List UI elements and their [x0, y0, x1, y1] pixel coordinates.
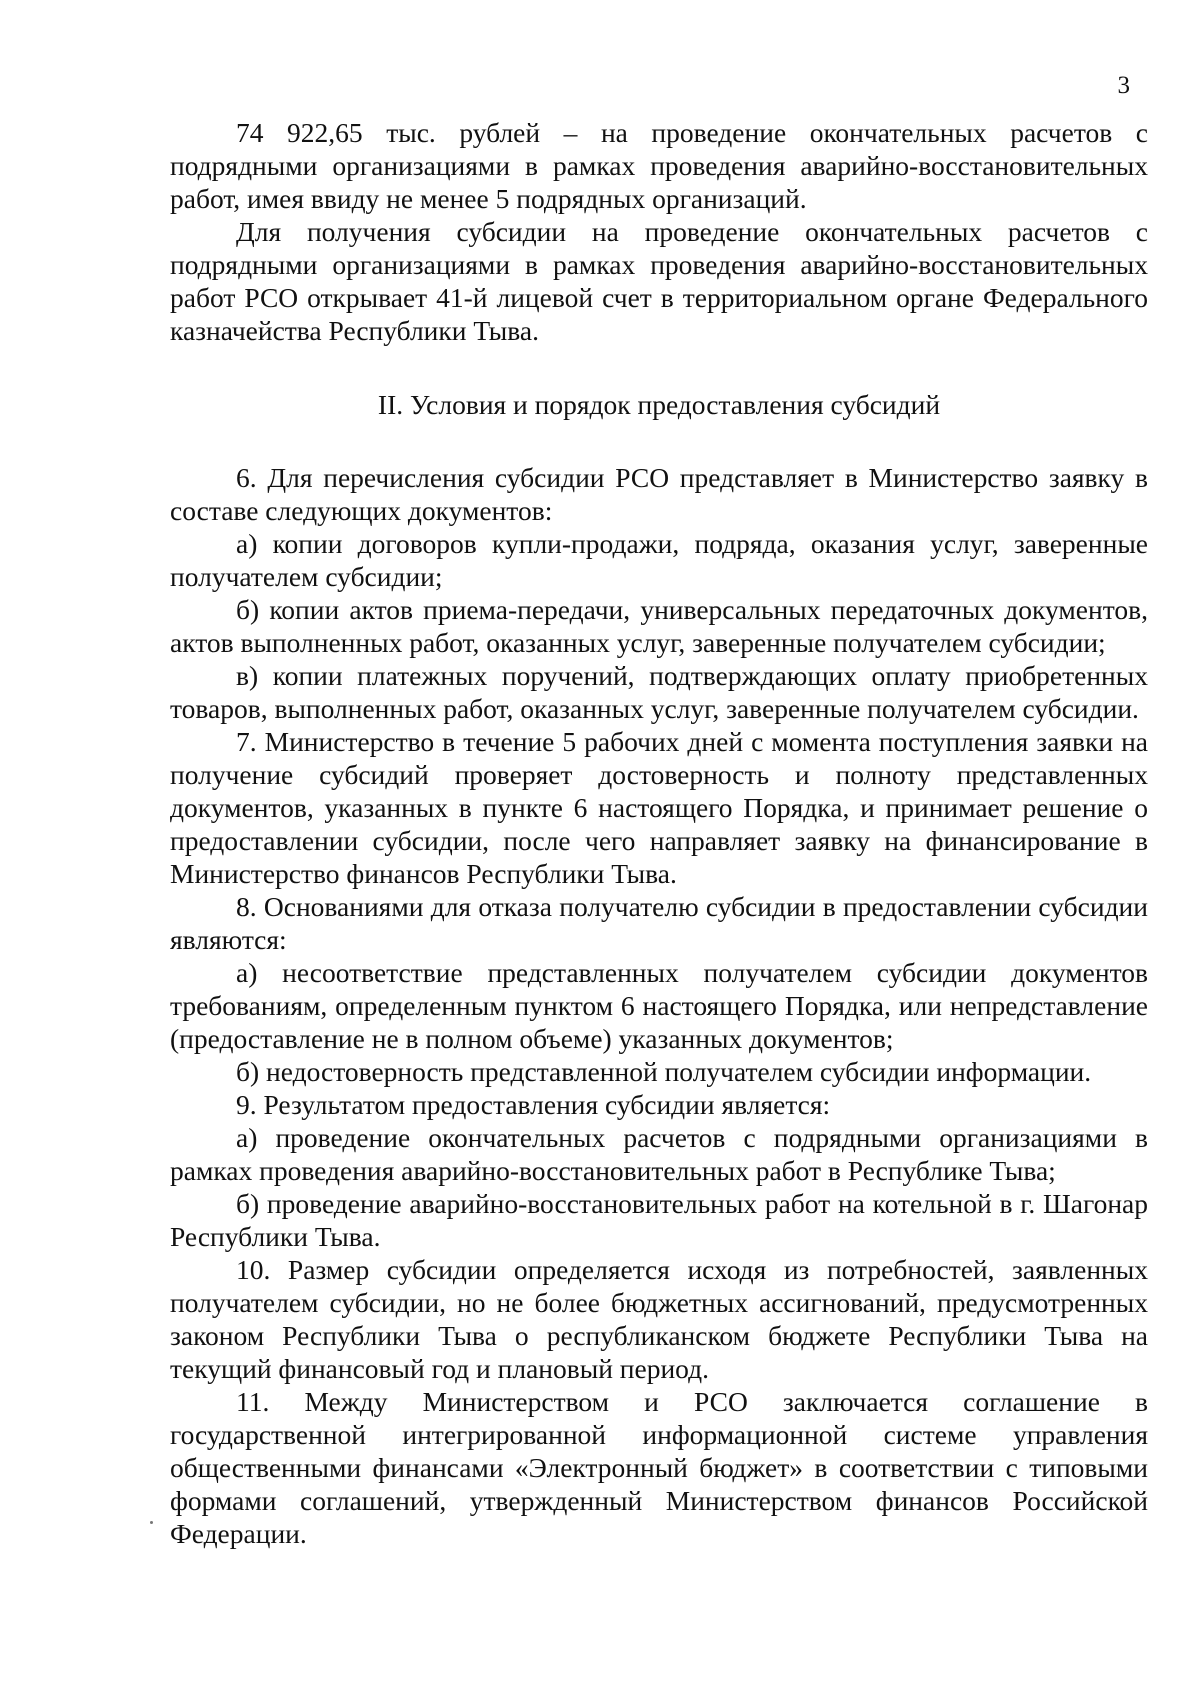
paragraph-item-6b: б) копии актов приема-передачи, универсальных передаточных документов, актов выполненных работ, оказанных услуг, заверенные получателем субсидии;	[170, 594, 1148, 658]
paragraph-item-7: 7. Министерство в течение 5 рабочих дней с момента поступления заявки на получение субсидий проверяет достоверность и полноту представленных документов, указанных в пункте 6 настоящего Порядка, и принимает решение о предоставлении субсидии, после чего направляет заявку на финансирование в Министерство финансов Республики Тыва.	[170, 726, 1148, 889]
page-number: 3	[1117, 72, 1130, 99]
paragraph-amount: 74 922,65 тыс. рублей – на проведение окончательных расчетов с подрядными организациями в рамках проведения аварийно-восстановительных работ, имея ввиду не менее 5 подрядных организаций.	[170, 117, 1148, 214]
section-heading: II. Условия и порядок предоставления субсидий	[377, 389, 941, 420]
paragraph-item-6v: в) копии платежных поручений, подтверждающих оплату приобретенных товаров, выполненных работ, оказанных услуг, заверенные получателем субсидии.	[170, 660, 1148, 724]
document-body	[170, 116, 1148, 1550]
paragraph-item-8: 8. Основаниями для отказа получателю субсидии в предоставлении субсидии являются:	[170, 891, 1148, 955]
paragraph-account: Для получения субсидии на проведение окончательных расчетов с подрядными организациями в рамках проведения аварийно-восстановительных работ РСО открывает 41-й лицевой счет в территориальном органе Федерального казначейства Республики Тыва.	[170, 216, 1148, 346]
paragraph-item-6: 6. Для перечисления субсидии РСО представляет в Министерство заявку в составе следующих документов:	[170, 462, 1148, 526]
paragraph-item-6a: а) копии договоров купли-продажи, подряда, оказания услуг, заверенные получателем субсидии;	[170, 528, 1148, 592]
paragraph-item-11: 11. Между Министерством и РСО заключается соглашение в государственной интегрированной информационной системе управления общественными финансами «Электронный бюджет» в соответствии с типовыми формами соглашений, утвержденный Министерством финансов Российской Федерации.	[170, 1386, 1148, 1549]
paragraph-item-10: 10. Размер субсидии определяется исходя из потребностей, заявленных получателем субсидии, но не более бюджетных ассигнований, предусмотренных законом Республики Тыва о республиканском бюджете Республики Тыва на текущий финансовый год и плановый период.	[170, 1254, 1148, 1384]
paragraph-item-8a: а) несоответствие представленных получателем субсидии документов требованиям, определенным пунктом 6 настоящего Порядка, или непредставление (предоставление не в полном объеме) указанных документов;	[170, 957, 1148, 1054]
paragraph-item-9a: а) проведение окончательных расчетов с подрядными организациями в рамках проведения аварийно-восстановительных работ в Республике Тыва;	[170, 1122, 1148, 1186]
paragraph-item-8b: б) недостоверность представленной получателем субсидии информации.	[236, 1056, 1092, 1087]
paragraph-item-9b: б) проведение аварийно-восстановительных работ на котельной в г. Шагонар Республики Тыва.	[170, 1188, 1148, 1252]
scan-speck	[150, 1521, 153, 1524]
paragraph-item-9: 9. Результатом предоставления субсидии является:	[236, 1089, 831, 1120]
